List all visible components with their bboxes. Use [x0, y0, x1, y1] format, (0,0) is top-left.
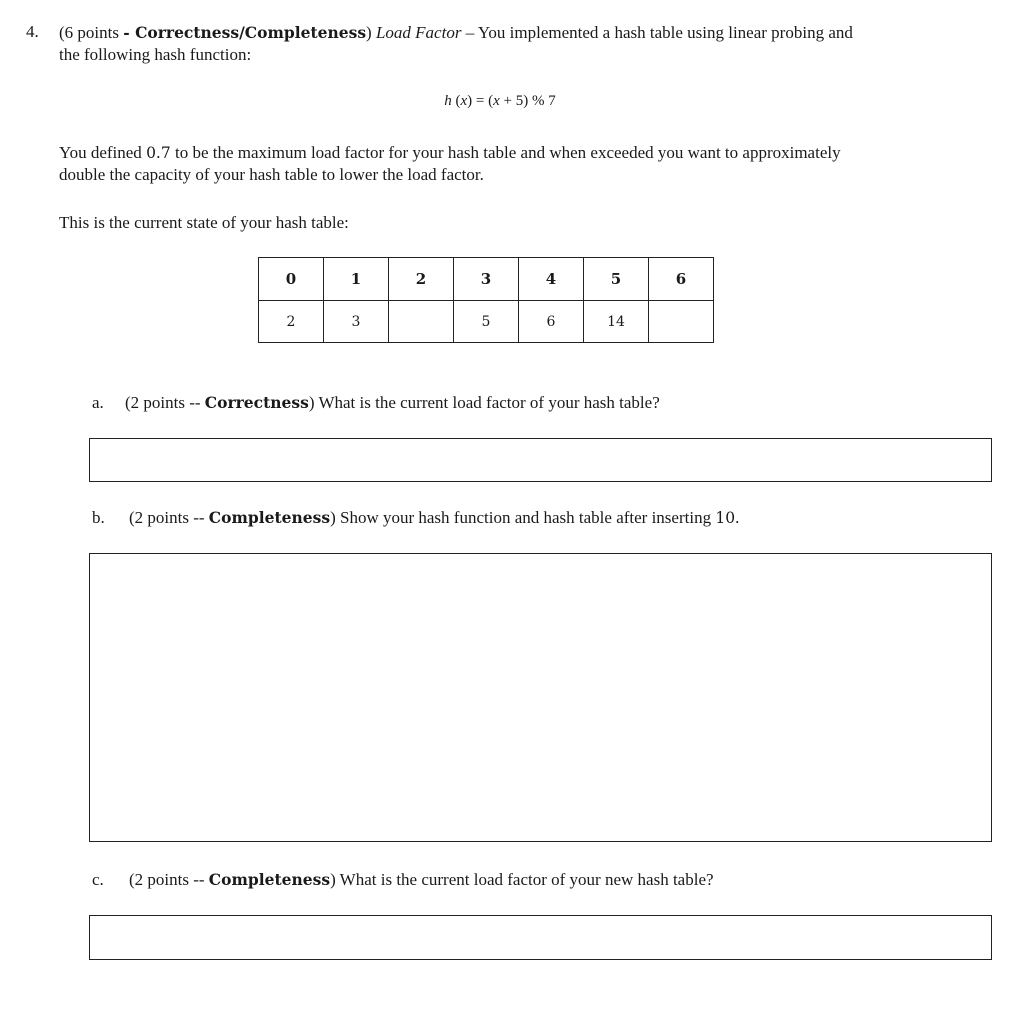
subquestion-c [92, 870, 714, 890]
index-cell: 0 [259, 258, 324, 301]
subquestion-b [92, 508, 739, 528]
value-cell: 6 [519, 301, 584, 343]
answer-box-a[interactable] [89, 438, 992, 482]
subquestion-b-points: (2 points -- [129, 508, 209, 527]
subquestion-c-text: ) What is the current load factor of your new hash table? [330, 870, 714, 889]
hash-function-formula [0, 93, 1000, 110]
formula-x: x [493, 93, 500, 109]
paragraph-current-state: This is the current state of your hash table: [59, 213, 349, 232]
subquestion-b-number: 10 [715, 509, 736, 527]
question-criteria: - Correctness/Completeness [123, 23, 367, 42]
subquestion-c-letter: c. [92, 870, 104, 889]
question-close-paren: ) [366, 23, 372, 42]
subquestion-a-text: ) What is the current load factor of your hash table? [308, 393, 660, 412]
index-cell: 5 [584, 258, 649, 301]
question-intro-rest: – You implemented a hash table using linear probing and [461, 23, 853, 42]
subquestion-a-points: (2 points -- [125, 393, 205, 412]
question-intro-line1 [59, 22, 853, 43]
value-cell [389, 301, 454, 343]
index-cell: 4 [519, 258, 584, 301]
subquestion-c-criterion: Completeness [208, 870, 331, 889]
index-cell: 3 [454, 258, 519, 301]
subquestion-b-text: ) Show your hash function and hash table after inserting [330, 508, 716, 527]
hash-table-value-row [259, 301, 714, 343]
para1-pre: You defined [59, 143, 147, 162]
value-cell: 3 [324, 301, 389, 343]
subquestion-a [92, 393, 660, 413]
formula-tail: + 5) % 7 [499, 93, 556, 109]
question-topic: Load Factor [375, 23, 462, 42]
subquestion-b-period: . [735, 508, 740, 527]
value-cell: 5 [454, 301, 519, 343]
formula-rest: = ( [472, 93, 494, 109]
answer-box-c[interactable] [89, 915, 992, 960]
subquestion-b-letter: b. [92, 508, 105, 527]
subquestion-a-letter: a. [92, 393, 104, 412]
answer-box-b[interactable] [89, 553, 992, 842]
subquestion-b-criterion: Completeness [208, 508, 331, 527]
para1-post: to be the maximum load factor for your hash table and when exceeded you want to approximately [170, 143, 841, 162]
formula-arg: (x) [455, 93, 473, 109]
index-cell: 2 [389, 258, 454, 301]
question-number: 4. [26, 22, 39, 41]
hash-table-index-row [259, 258, 714, 301]
hash-table [258, 257, 714, 343]
value-cell: 2 [259, 301, 324, 343]
index-cell: 1 [324, 258, 389, 301]
value-cell: 14 [584, 301, 649, 343]
index-cell: 6 [649, 258, 714, 301]
value-cell [649, 301, 714, 343]
subquestion-a-criterion: Correctness [204, 393, 309, 412]
subquestion-c-points: (2 points -- [129, 870, 209, 889]
question-points: (6 points [59, 23, 119, 42]
paragraph-double-capacity: double the capacity of your hash table to lower the load factor. [59, 165, 484, 184]
formula-h: h [444, 93, 452, 109]
question-intro-line2: the following hash function: [59, 45, 252, 64]
paragraph-max-load [59, 142, 841, 164]
max-load-value: 0.7 [146, 144, 171, 162]
